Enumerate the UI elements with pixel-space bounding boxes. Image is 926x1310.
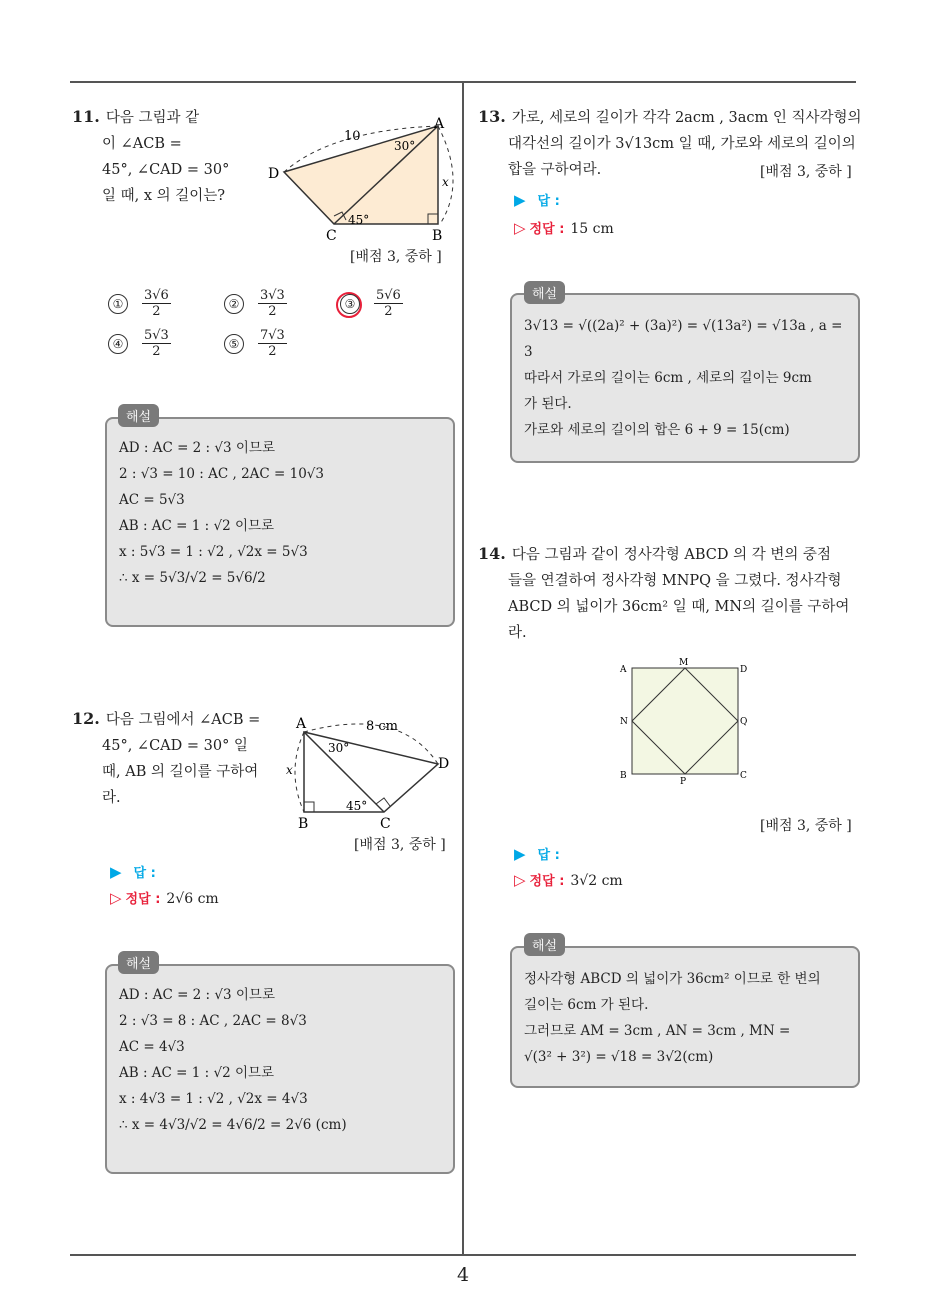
bottom-rule — [70, 1254, 856, 1256]
q11-choice-2[interactable]: ② $\frac{3√3}{2}$ — [224, 288, 287, 319]
q14-score: [배점 3, 중하 ] — [760, 818, 852, 834]
q12-answer-row[interactable]: ▶ 답 : — [110, 863, 156, 881]
q11-choice-1[interactable]: ① $\frac{3√6}{2}$ — [108, 288, 171, 319]
outline-play-icon: ▷ — [110, 889, 122, 907]
page-number: 4 — [456, 1264, 470, 1286]
q12-label-x: x — [286, 763, 293, 777]
q14-figure — [618, 656, 758, 786]
q12-solution-box: AD : AC = 2 : √3 이므로 2 : √3 = 8 : AC , 2AC = 8√3 AC = 4√3 AB : AC = 1 : √2 이므로 x : 4√3 = 1 : √2 , √2x = 4√3 ∴ x = 4√3/√2 = 4√6/2 = 2√6 (cm) — [105, 964, 455, 1174]
q14-label-q: Q — [740, 717, 748, 727]
q13-text: 13. 가로, 세로의 길이가 각각 2acm , 3acm 인 직사각형의 대각선의 길이가 3√13cm 일 때, 가로와 세로의 길이의 합을 구하여라. — [478, 107, 862, 178]
q12-label-30: 30° — [328, 741, 350, 755]
q11-text: 11. 다음 그림과 같 이 ∠ACB = 45°, ∠CAD = 30° 일 때, x 의 길이는? — [72, 107, 230, 204]
q11-number: 11. — [72, 107, 100, 126]
q13-solution-box: 3√13 = √((2a)² + (3a)²) = √(13a²) = √13a , a = 3 따라서 가로의 길이는 6cm , 세로의 길이는 9cm 가 된다. 가로와 세로의 길이의 합은 6 + 9 = 15(cm) — [510, 293, 860, 463]
q12-solution-tag: 해설 — [118, 951, 159, 974]
q13-solution-tag: 해설 — [524, 281, 565, 304]
q11-label-d: D — [268, 166, 280, 182]
q13-score: [배점 3, 중하 ] — [760, 164, 852, 180]
q14-correct-value: 3√2 cm — [570, 873, 623, 889]
q14-number: 14. — [478, 544, 506, 563]
q12-figure — [280, 712, 460, 832]
q14-label-p: P — [680, 777, 687, 786]
q13-correct-row: ▷ 정답 : 15 cm — [514, 219, 614, 237]
q12-label-b: B — [298, 816, 309, 832]
play-icon: ▶ — [110, 863, 122, 881]
q14-label-b: B — [620, 771, 627, 781]
q11-label-45: 45° — [348, 213, 370, 227]
q11-figure — [262, 112, 462, 247]
q14-label-a: A — [620, 665, 627, 675]
q13-correct-value: 15 cm — [570, 221, 614, 237]
q12-label-c: C — [380, 816, 391, 832]
q14-label-d: D — [740, 665, 748, 675]
q11-label-a: A — [434, 116, 445, 132]
q14-label-c: C — [740, 771, 747, 781]
q14-correct-row: ▷ 정답 : 3√2 cm — [514, 871, 623, 889]
q12-label-8cm: 8 cm — [366, 719, 399, 734]
q13-answer-row[interactable]: ▶ 답 : — [514, 191, 560, 209]
play-icon: ▶ — [514, 191, 526, 209]
q11-solution-tag: 해설 — [118, 404, 159, 427]
q11-label-30: 30° — [394, 139, 416, 153]
q14-answer-row[interactable]: ▶ 답 : — [514, 845, 560, 863]
q13-number: 13. — [478, 107, 506, 126]
q12-correct-value: 2√6 cm — [166, 891, 219, 907]
q12-label-a: A — [296, 716, 307, 732]
q14-label-n: N — [620, 717, 628, 727]
q12-score: [배점 3, 중하 ] — [354, 837, 446, 853]
q11-choice-3[interactable]: ③ $\frac{5√6}{2}$ — [340, 288, 403, 319]
q14-solution-box: 정사각형 ABCD 의 넓이가 36cm² 이므로 한 변의 길이는 6cm 가 된다. 그러므로 AM = 3cm , AN = 3cm , MN = √(3² + 3²) = √18 = 3√2(cm) — [510, 946, 860, 1088]
q11-score: [배점 3, 중하 ] — [350, 249, 442, 265]
q12-text: 12. 다음 그림에서 ∠ACB = 45°, ∠CAD = 30° 일 때, AB 의 길이를 구하여 라. — [72, 709, 261, 806]
q11-label-10: 10 — [344, 129, 361, 144]
outline-play-icon: ▷ — [514, 219, 526, 237]
q11-choice-4[interactable]: ④ $\frac{5√3}{2}$ — [108, 328, 171, 359]
q14-label-m: M — [679, 658, 689, 668]
play-icon: ▶ — [514, 845, 526, 863]
q12-label-d: D — [438, 756, 450, 772]
column-divider — [462, 82, 464, 1256]
q12-number: 12. — [72, 709, 100, 728]
q12-correct-row: ▷ 정답 : 2√6 cm — [110, 889, 219, 907]
outline-play-icon: ▷ — [514, 871, 526, 889]
q12-label-45: 45° — [346, 799, 368, 813]
q11-label-x: x — [442, 175, 449, 189]
q11-solution-box: AD : AC = 2 : √3 이므로 2 : √3 = 10 : AC , 2AC = 10√3 AC = 5√3 AB : AC = 1 : √2 이므로 x : 5√3 = 1 : √2 , √2x = 5√3 ∴ x = 5√3/√2 = 5√6/2 — [105, 417, 455, 627]
q11-label-c: C — [326, 228, 337, 244]
q14-text: 14. 다음 그림과 같이 정사각형 ABCD 의 각 변의 중점 들을 연결하여 정사각형 MNPQ 을 그렸다. 정사각형 ABCD 의 넓이가 36cm² 일 때, MN의 길이를 구하여 라. — [478, 544, 850, 641]
q11-label-b: B — [432, 228, 443, 244]
q14-solution-tag: 해설 — [524, 933, 565, 956]
q11-choice-5[interactable]: ⑤ $\frac{7√3}{2}$ — [224, 328, 287, 359]
